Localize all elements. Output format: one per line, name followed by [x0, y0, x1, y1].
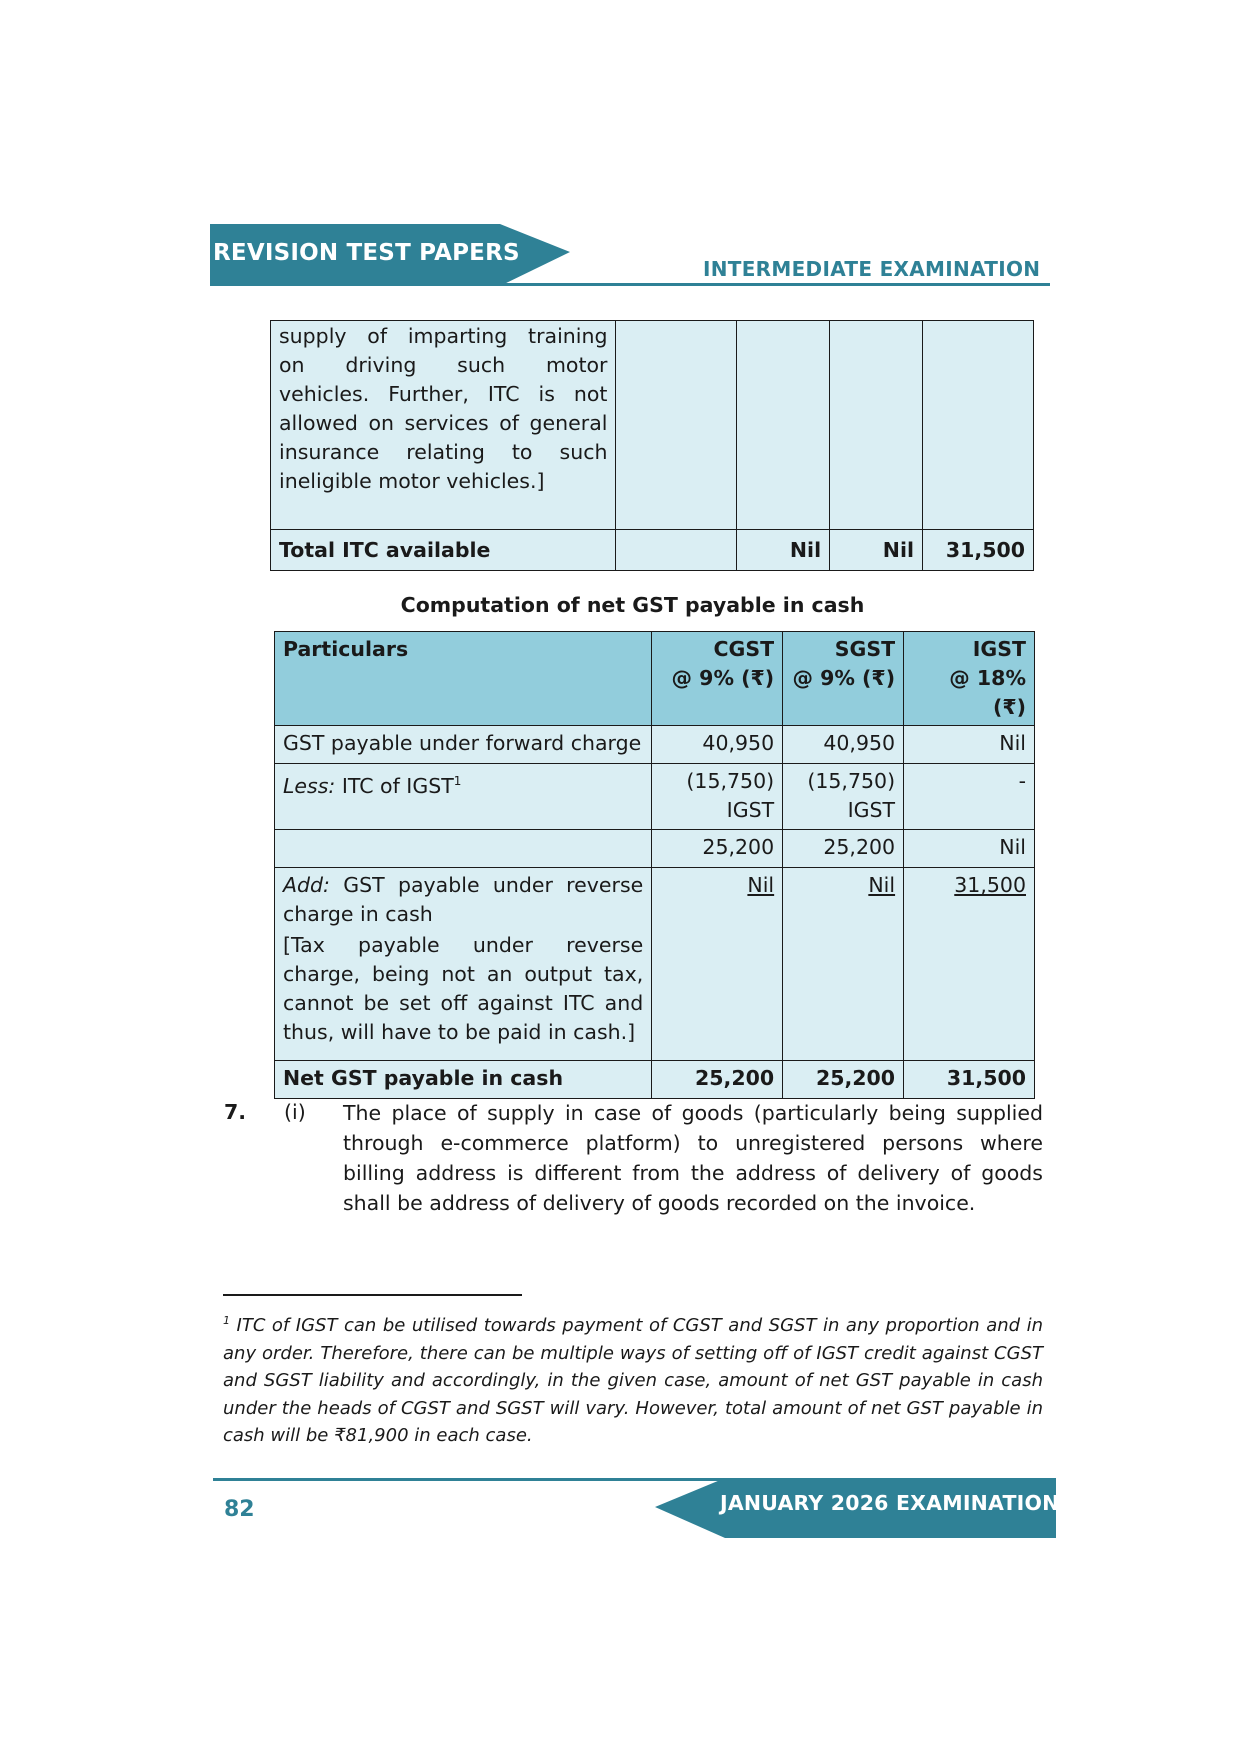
less-itc-row — [275, 764, 1035, 830]
itc-total-row — [271, 530, 1034, 571]
forward-sgst: 40,950 — [783, 726, 904, 764]
less-itc-label — [275, 764, 652, 830]
col-header-igst — [904, 632, 1035, 726]
question-subpart: (i) — [284, 1100, 306, 1124]
less-itc-cgst — [652, 764, 783, 830]
itc-cell — [616, 321, 737, 530]
sgst-header-line2: @ 9% (₹) — [792, 666, 896, 690]
net-cgst: 25,200 — [652, 1061, 783, 1099]
footer-exam-label: JANUARY 2026 EXAMINATION — [720, 1491, 1060, 1515]
itc-line: allowed on services of general — [279, 411, 608, 435]
less-itc-sgst-source: IGST — [847, 798, 896, 822]
sgst-header-line1: SGST — [834, 637, 896, 661]
net-sgst: 25,200 — [783, 1061, 904, 1099]
itc-total-col1 — [616, 530, 737, 571]
itc-table — [270, 320, 1034, 571]
itc-line: ineligible motor vehicles.] — [279, 469, 545, 493]
less-itc-sgst — [783, 764, 904, 830]
reverse-igst — [904, 868, 1035, 1061]
less-prefix: Less: — [283, 773, 336, 798]
question-answer-text: The place of supply in case of goods (particularly being supplied through e-commerce platform) to unregistered persons where billing address is different from the address of delivery of goods shall be address of delivery of goods recorded on the invoice. — [343, 1101, 1043, 1215]
reverse-cgst — [652, 868, 783, 1061]
forward-charge-row — [275, 726, 1035, 764]
itc-line: supply of imparting training — [279, 324, 608, 348]
less-itc-sgst-amount: (15,750) — [807, 769, 896, 793]
less-itc-cgst-amount: (15,750) — [686, 769, 775, 793]
cgst-header-line1: CGST — [713, 637, 775, 661]
itc-line: vehicles. Further, ITC is not — [279, 382, 608, 406]
subtotal-label — [275, 830, 652, 868]
reverse-charge-text: GST payable under reverse charge in cash — [283, 873, 644, 926]
itc-cell — [737, 321, 830, 530]
igst-header-line1: IGST — [972, 637, 1026, 661]
reverse-igst-value: 31,500 — [954, 873, 1026, 897]
footnote-ref: 1 — [453, 774, 462, 788]
col-header-sgst — [783, 632, 904, 726]
computation-header-row — [275, 632, 1035, 726]
itc-total-sgst: Nil — [830, 530, 923, 571]
reverse-charge-label — [275, 868, 652, 1061]
computation-caption: Computation of net GST payable in cash — [400, 593, 865, 617]
net-payable-row — [275, 1061, 1035, 1099]
footnote — [223, 1307, 1043, 1450]
itc-line: insurance relating to such — [279, 440, 608, 464]
subtotal-cgst: 25,200 — [652, 830, 783, 868]
reverse-sgst — [783, 868, 904, 1061]
subtotal-sgst: 25,200 — [783, 830, 904, 868]
computation-table — [274, 631, 1035, 1099]
footnote-marker: 1 — [223, 1314, 230, 1327]
itc-total-cgst: Nil — [737, 530, 830, 571]
net-label: Net GST payable in cash — [275, 1061, 652, 1099]
net-igst: 31,500 — [904, 1061, 1035, 1099]
itc-cell — [830, 321, 923, 530]
question-number: 7. — [224, 1100, 247, 1124]
cgst-header-line2: @ 9% (₹) — [671, 666, 775, 690]
itc-continued-row — [271, 321, 1034, 530]
forward-igst: Nil — [904, 726, 1035, 764]
forward-label: GST payable under forward charge — [275, 726, 652, 764]
subtotal-igst: Nil — [904, 830, 1035, 868]
page-number: 82 — [224, 1497, 255, 1522]
less-itc-cgst-source: IGST — [726, 798, 775, 822]
less-itc-igst: - — [904, 764, 1035, 830]
col-header-particulars: Particulars — [275, 632, 652, 726]
add-prefix: Add: — [283, 873, 330, 897]
subtotal-row — [275, 830, 1035, 868]
itc-continued-text — [271, 321, 616, 530]
header-tab-label: REVISION TEST PAPERS — [213, 240, 520, 266]
igst-header-line2: @ 18% (₹) — [949, 666, 1026, 719]
col-header-cgst — [652, 632, 783, 726]
footnote-rule — [223, 1294, 522, 1296]
forward-cgst: 40,950 — [652, 726, 783, 764]
reverse-charge-heading — [283, 871, 643, 929]
itc-line: on driving such motor — [279, 353, 608, 377]
itc-total-label: Total ITC available — [271, 530, 616, 571]
itc-total-igst: 31,500 — [923, 530, 1034, 571]
less-itc-text: ITC of IGST — [335, 773, 454, 798]
reverse-cgst-value: Nil — [747, 873, 775, 897]
reverse-sgst-value: Nil — [868, 873, 896, 897]
reverse-charge-note: [Tax payable under reverse charge, being not an output tax, cannot be set off against ITC and thus, will have to be paid in cash.] — [283, 933, 644, 1044]
header-exam-label: INTERMEDIATE EXAMINATION — [703, 257, 1041, 281]
itc-cell — [923, 321, 1034, 530]
footnote-text: ITC of IGST can be utilised towards payment of CGST and SGST in any proportion and in any order. Therefore, there can be multiple ways of setting off of IGST credit against CGST and SGST liability and accordingly, in the given case, amount of net GST payable in cash under the heads of CGST and SGST will vary. However, total amount of net GST payable in cash will be ₹81,900 in each case. — [223, 1315, 1043, 1446]
reverse-charge-row — [275, 868, 1035, 1061]
